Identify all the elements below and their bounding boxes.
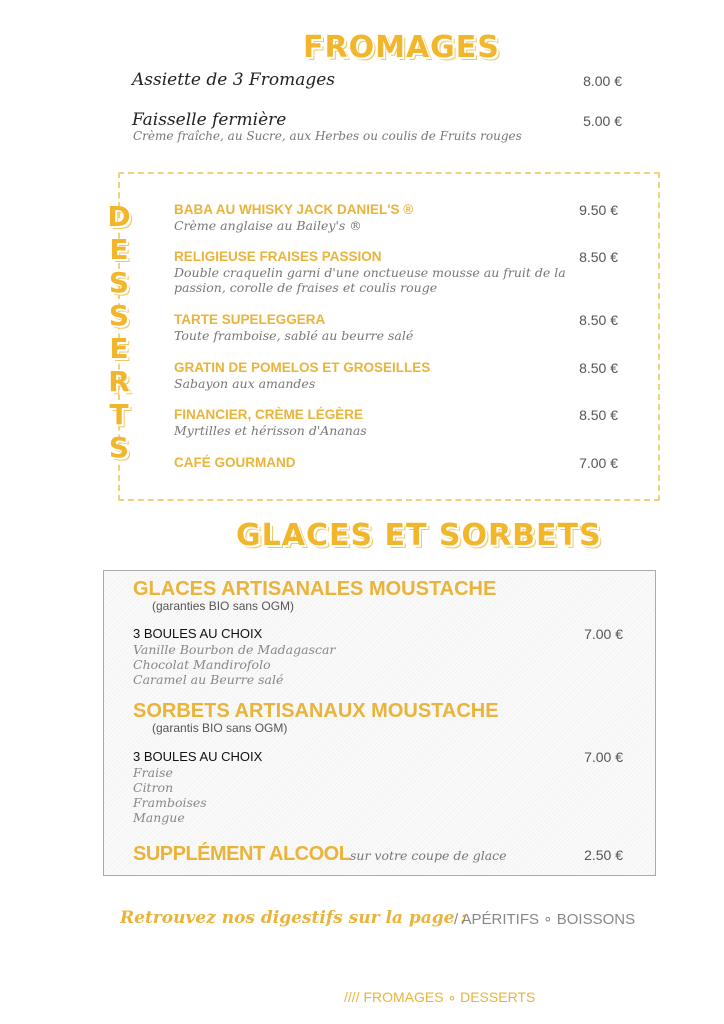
supplement-price: 2.50 € [584, 847, 623, 863]
dessert-item-description: Crème anglaise au Bailey's ® [174, 218, 362, 233]
fromage-item-name: Faisselle fermière [132, 110, 287, 130]
title-letter: S [108, 266, 130, 299]
title-letter: D [107, 200, 131, 233]
fromage-item-description: Crème fraîche, au Sucre, aux Herbes ou coulis de Fruits rouges [133, 129, 522, 143]
digestifs-link[interactable]: / APÉRITIFS ∘ BOISSONS [454, 911, 636, 928]
dessert-item-name: CAFÉ GOURMAND [174, 455, 296, 470]
sorbets-note: (garantis BIO sans OGM) [152, 721, 288, 735]
title-letter: S [108, 431, 130, 464]
sorbets-heading: SORBETS ARTISANAUX MOUSTACHE [133, 700, 499, 722]
glaces-title: GLACES ET SORBETS [236, 518, 602, 553]
fromage-item-price: 5.00 € [583, 113, 622, 129]
title-letter: E [109, 233, 129, 266]
page-label: //// FROMAGES ∘ DESSERTS [344, 989, 536, 1005]
dessert-item-name: TARTE SUPELEGGERA [174, 312, 326, 327]
supplement-note: sur votre coupe de glace [350, 848, 507, 863]
dessert-item-description: Double craquelin garni d'une onctueuse mousse au fruit de la passion, corolle de fraises et coulis rouge [174, 265, 566, 295]
title-letter: E [109, 332, 129, 365]
sorbet-flavor: Mangue [133, 810, 185, 825]
dessert-item-price: 8.50 € [579, 312, 618, 328]
sorbet-flavor: Framboises [133, 795, 207, 810]
sorbet-flavor: Citron [133, 780, 174, 795]
fromage-item-price: 8.00 € [583, 73, 622, 89]
title-letter: S [108, 299, 130, 332]
glaces-price: 7.00 € [584, 626, 623, 642]
glace-flavor: Chocolat Mandirofolo [133, 657, 271, 672]
supplement-heading: SUPPLÉMENT ALCOOL [133, 843, 351, 865]
dessert-item-description: Myrtilles et hérisson d'Ananas [174, 423, 367, 438]
dessert-item-price: 8.50 € [579, 249, 618, 265]
fromages-title: FROMAGES [303, 30, 500, 65]
glaces-heading: GLACES ARTISANALES MOUSTACHE [133, 578, 497, 600]
dessert-item-price: 8.50 € [579, 360, 618, 376]
dessert-item-price: 8.50 € [579, 407, 618, 423]
dessert-item-name: RELIGIEUSE FRAISES PASSION [174, 249, 382, 264]
dessert-item-name: BABA AU WHISKY JACK DANIEL'S ® [174, 202, 414, 217]
glaces-choice: 3 BOULES AU CHOIX [133, 626, 263, 641]
dessert-item-price: 7.00 € [579, 455, 618, 471]
desserts-vertical-title [104, 200, 134, 464]
glaces-note: (garanties BIO sans OGM) [152, 599, 295, 613]
dessert-item-description: Sabayon aux amandes [174, 376, 316, 391]
glace-flavor: Caramel au Beurre salé [133, 672, 284, 687]
digestifs-text: Retrouvez nos digestifs sur la page : [120, 908, 467, 928]
sorbets-choice: 3 BOULES AU CHOIX [133, 749, 263, 764]
dessert-item-description: Toute framboise, sablé au beurre salé [174, 328, 414, 343]
dessert-item-price: 9.50 € [579, 202, 618, 218]
glace-flavor: Vanille Bourbon de Madagascar [133, 642, 336, 657]
sorbets-price: 7.00 € [584, 749, 623, 765]
dessert-item-name: FINANCIER, CRÈME LÉGÈRE [174, 407, 364, 422]
dessert-item-name: GRATIN DE POMELOS ET GROSEILLES [174, 360, 431, 375]
fromage-item-name: Assiette de 3 Fromages [132, 70, 335, 90]
title-letter: R [108, 365, 130, 398]
title-letter: T [109, 398, 129, 431]
sorbet-flavor: Fraise [133, 765, 173, 780]
